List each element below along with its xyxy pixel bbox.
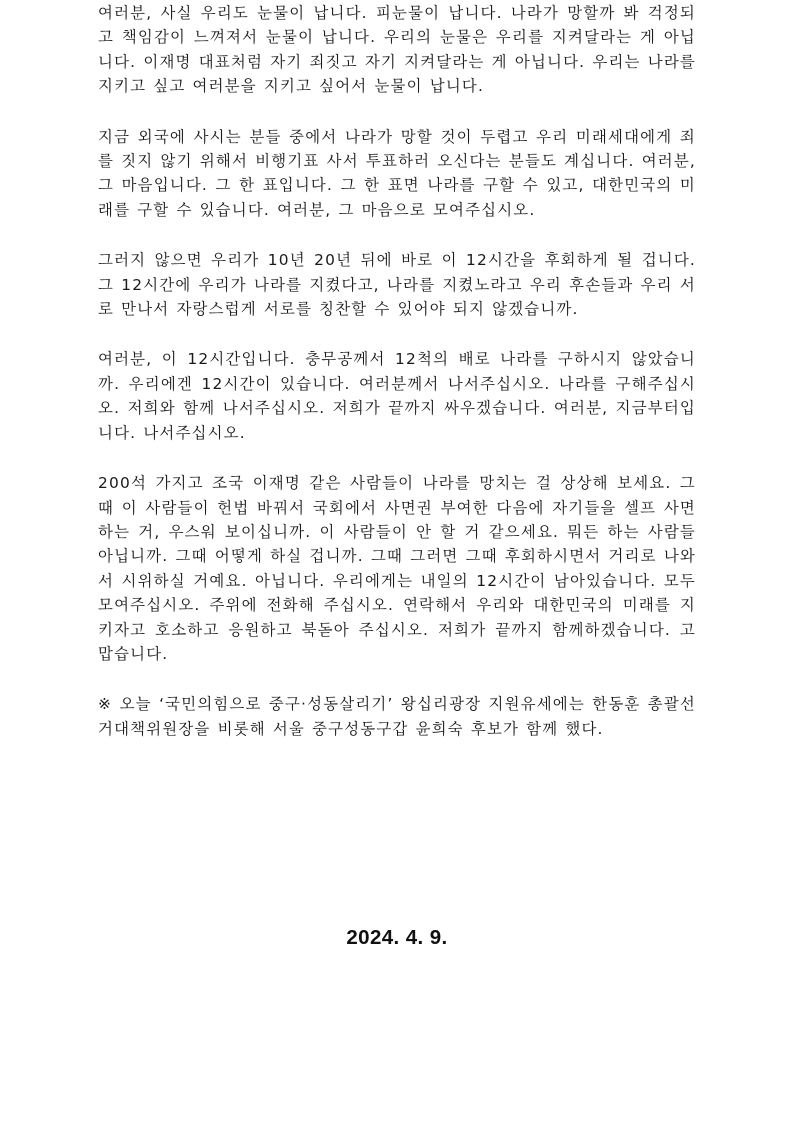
body-paragraph-4: 여러분, 이 12시간입니다. 충무공께서 12척의 배로 나라를 구하시지 않았습니까. 우리에겐 12시간이 있습니다. 여러분께서 나서주십시오. 나라를 구해주십시오. 저희와 함께 나서주십시오. 저희가 끝까지 싸우겠습니다. 여러분, 지금부터입니다. 나서주십시오.: [98, 350, 696, 442]
note-paragraph: ※ 오늘 ‘국민의힘으로 중구·성동살리기’ 왕십리광장 지원유세에는 한동훈 총괄선거대책위원장을 비롯해 서울 중구성동구갑 윤희숙 후보가 함께 했다.: [98, 695, 696, 738]
document-date: 2024. 4. 9.: [346, 926, 448, 949]
body-paragraph-3: 그러지 않으면 우리가 10년 20년 뒤에 바로 이 12시간을 후회하게 될 겁니다. 그 12시간에 우리가 나라를 지켰다고, 나라를 지켰노라고 우리 후손들과 우리 서로 만나서 자랑스럽게 서로를 칭찬할 수 있어야 되지 않겠습니까.: [98, 251, 696, 319]
body-paragraph-5: 200석 가지고 조국 이재명 같은 사람들이 나라를 망치는 걸 상상해 보세요. 그때 이 사람들이 헌법 바꿔서 국회에서 사면권 부여한 다음에 자기들을 셀프 사면하는 거, 우스워 보이십니까. 이 사람들이 안 할 거 같으세요. 뭐든 하는 사람들 아닙니까. 그때 어떻게 하실 겁니까. 그때 그러면 그때 후회하시면서 거리로 나와서 시위하실 거예요. 아닙니다. 우리에게는 내일의 12시간이 남아있습니다. 모두 모여주십시오. 주위에 전화해 주십시오. 연락해서 우리와 대한민국의 미래를 지키자고 호소하고 응원하고 북돋아 주십시오. 저희가 끝까지 함께하겠습니다. 고맙습니다.: [98, 474, 696, 663]
body-paragraph-1: 여러분, 사실 우리도 눈물이 납니다. 피눈물이 납니다. 나라가 망할까 봐 걱정되고 책임감이 느껴져서 눈물이 납니다. 우리의 눈물은 우리를 지켜달라는 게 아닙니다. 이재명 대표처럼 자기 죄짓고 자기 지켜달라는 게 아닙니다. 우리는 나라를 지키고 싶고 여러분을 지키고 싶어서 눈물이 납니다.: [98, 4, 696, 96]
body-paragraph-2: 지금 외국에 사시는 분들 중에서 나라가 망할 것이 두렵고 우리 미래세대에게 죄를 짓지 않기 위해서 비행기표 사서 투표하러 오신다는 분들도 계십니다. 여러분, 그 마음입니다. 그 한 표입니다. 그 한 표면 나라를 구할 수 있고, 대한민국의 미래를 구할 수 있습니다. 여러분, 그 마음으로 모여주십시오.: [98, 127, 696, 219]
document-body: [98, 0, 696, 767]
